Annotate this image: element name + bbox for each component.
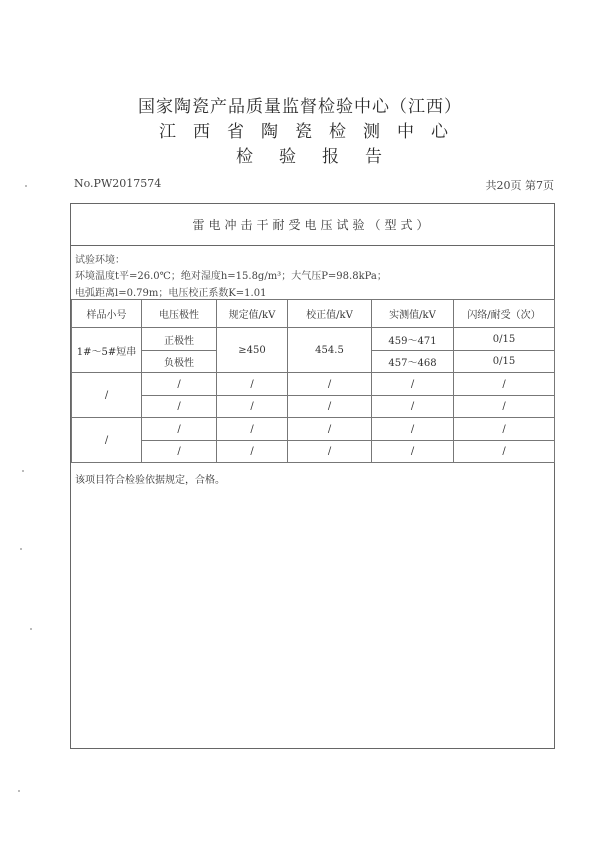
page-info: 共20页 第7页: [485, 179, 554, 192]
sample-cell: /: [72, 418, 142, 463]
spec-cell: /: [217, 396, 288, 418]
spec-cell: /: [217, 418, 288, 441]
scan-speck: [20, 548, 22, 550]
environment-line-3: 电弧距离l=0.79m；电压校正系数K=1.01: [75, 288, 267, 299]
polarity-cell: 正极性: [142, 328, 217, 351]
measured-cell: /: [372, 441, 454, 463]
polarity-cell: /: [142, 396, 217, 418]
results-table: [71, 299, 555, 463]
polarity-cell: /: [142, 373, 217, 396]
header-sample: 样品小号: [72, 300, 142, 328]
polarity-cell: /: [142, 418, 217, 441]
polarity-cell: /: [142, 441, 217, 463]
flashover-cell: 0/15: [454, 328, 555, 351]
table-row: [72, 373, 555, 396]
corrected-cell: /: [288, 418, 372, 441]
report-number: No.PW2017574: [74, 177, 162, 190]
sample-cell: 1#～5#短串: [72, 328, 142, 373]
corrected-cell: /: [288, 373, 372, 396]
header-line-1: 国家陶瓷产品质量监督检验中心（江西）: [138, 97, 462, 117]
table-row: [72, 328, 555, 351]
environment-heading: 试验环境：: [75, 255, 125, 266]
scan-speck: [22, 470, 24, 472]
flashover-cell: 0/15: [454, 351, 555, 373]
table-row: [72, 441, 555, 463]
corrected-cell: 454.5: [288, 328, 372, 373]
flashover-cell: /: [454, 373, 555, 396]
report-frame: [70, 203, 555, 749]
measured-cell: /: [372, 396, 454, 418]
conclusion-text: 该项目符合检验依据规定，合格。: [75, 475, 225, 486]
spec-cell: ≥450: [217, 328, 288, 373]
corrected-cell: /: [288, 396, 372, 418]
measured-cell: 459～471: [372, 328, 454, 351]
header-line-3: 检验报告: [236, 147, 408, 167]
measured-cell: /: [372, 373, 454, 396]
spec-cell: /: [217, 441, 288, 463]
header-line-2: 江西省陶瓷检测中心: [159, 122, 465, 142]
test-title: 雷电冲击干耐受电压试验（型式）: [71, 204, 554, 246]
header-corrected: 校正值/kV: [288, 300, 372, 328]
scan-speck: [25, 185, 27, 187]
header-spec: 规定值/kV: [217, 300, 288, 328]
corrected-cell: /: [288, 441, 372, 463]
flashover-cell: /: [454, 418, 555, 441]
scan-speck: [18, 790, 20, 792]
flashover-cell: /: [454, 396, 555, 418]
sample-cell: /: [72, 373, 142, 418]
table-row: [72, 418, 555, 441]
spec-cell: /: [217, 373, 288, 396]
measured-cell: 457～468: [372, 351, 454, 373]
header-flashover: 闪络/耐受（次）: [454, 300, 555, 328]
table-header-row: [72, 300, 555, 328]
flashover-cell: /: [454, 441, 555, 463]
header-polarity: 电压极性: [142, 300, 217, 328]
measured-cell: /: [372, 418, 454, 441]
environment-line-2: 环境温度t平=26.0℃；绝对湿度h=15.8g/m³；大气压P=98.8kPa；: [75, 271, 387, 282]
polarity-cell: 负极性: [142, 351, 217, 373]
scan-speck: [30, 628, 32, 630]
table-row: [72, 396, 555, 418]
header-measured: 实测值/kV: [372, 300, 454, 328]
